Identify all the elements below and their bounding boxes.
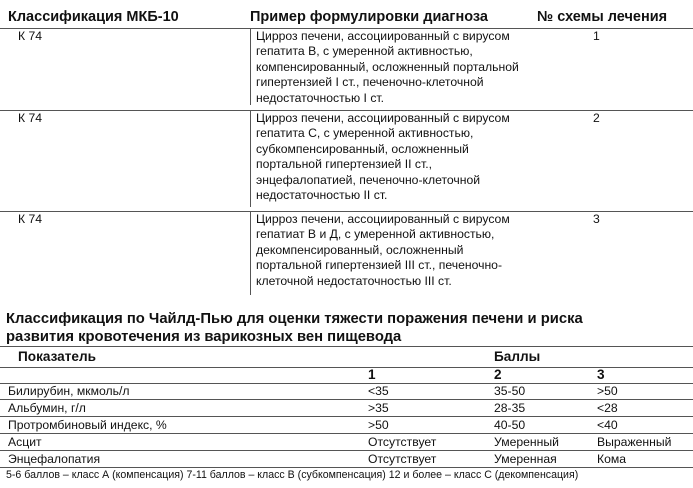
score-value: Умеренный xyxy=(494,435,559,449)
diagnosis-line: портальной гипертензией II ст., xyxy=(256,157,432,172)
score-value: <35 xyxy=(368,384,389,398)
score-value: >50 xyxy=(597,384,618,398)
diagnosis-line: клеточной недостаточностью III ст. xyxy=(256,273,452,288)
diagnosis-line: энцефалопатией, печеночно-клеточной xyxy=(256,172,481,187)
score-value: 40-50 xyxy=(494,418,526,432)
indicator-prothrombin: Протромбиновый индекс, % xyxy=(8,418,167,432)
row-3-diagnosis xyxy=(256,212,510,289)
child-pugh-title xyxy=(6,310,583,346)
header-indicator: Показатель xyxy=(18,349,96,364)
score-value: <40 xyxy=(597,418,618,432)
score-col-2: 2 xyxy=(494,367,502,382)
column-divider xyxy=(250,110,251,207)
footnote: 5-6 баллов – класс А (компенсация) 7-11 баллов – класс В (субкомпенсация) 12 и более – класс С (декомпенсация) xyxy=(6,469,579,481)
row-divider xyxy=(0,450,693,451)
row-2-scheme: 2 xyxy=(593,111,600,125)
score-value: Выраженный xyxy=(597,435,672,449)
score-value: Отсутствует xyxy=(368,435,437,449)
row-divider xyxy=(0,367,693,368)
header-scores: Баллы xyxy=(494,349,541,364)
diagnosis-line: гипертензией I ст., печеночно-клеточной xyxy=(256,75,484,90)
diagnosis-line: недостаточностью I ст. xyxy=(256,90,385,105)
score-value: Отсутствует xyxy=(368,452,437,466)
title-line: Классификация по Чайлд-Пью для оценки тяжести поражения печени и риска xyxy=(6,311,583,327)
column-divider xyxy=(250,211,251,295)
diagnosis-line: недостаточностью II ст. xyxy=(256,188,388,203)
score-col-3: 3 xyxy=(597,367,605,382)
row-1-diagnosis xyxy=(256,29,519,106)
indicator-encephalopathy: Энцефалопатия xyxy=(8,452,101,466)
score-value: >35 xyxy=(368,401,389,415)
header-diagnosis: Пример формулировки диагноза xyxy=(250,9,488,25)
diagnosis-line: Цирроз печени, ассоциированный с вирусом xyxy=(256,29,510,43)
header-icd: Классификация МКБ-10 xyxy=(8,9,179,25)
score-value: >50 xyxy=(368,418,389,432)
diagnosis-line: гепатита С, с умеренной активностью, xyxy=(256,126,474,141)
score-value: Умеренная xyxy=(494,452,557,466)
row-divider xyxy=(0,433,693,434)
row-2-code: К 74 xyxy=(18,111,43,125)
diagnosis-line: Цирроз печени, ассоциированный с вирусом xyxy=(256,212,510,226)
row-3-code: К 74 xyxy=(18,212,43,226)
score-value: <28 xyxy=(597,401,618,415)
diagnosis-line: Цирроз печени, ассоциированный с вирусом xyxy=(256,111,510,125)
diagnosis-line: компенсированный, осложненный портальной xyxy=(256,59,519,74)
indicator-albumin: Альбумин, г/л xyxy=(8,401,86,415)
indicator-bilirubin: Билирубин, мкмоль/л xyxy=(8,384,130,398)
diagnosis-line: гепатиат В и Д, с умеренной активностью, xyxy=(256,227,495,242)
row-2-diagnosis xyxy=(256,111,510,203)
score-value: 35-50 xyxy=(494,384,526,398)
row-3-scheme: 3 xyxy=(593,212,600,226)
indicator-ascites: Асцит xyxy=(8,435,42,449)
row-1-scheme: 1 xyxy=(593,29,600,43)
row-divider xyxy=(0,416,693,417)
table-top-border xyxy=(0,346,693,347)
header-scheme: № схемы лечения xyxy=(537,9,668,25)
score-value: Кома xyxy=(597,452,627,466)
diagnosis-line: портальной гипертензией III ст., печеночно- xyxy=(256,258,503,273)
score-value: 28-35 xyxy=(494,401,526,415)
column-divider xyxy=(250,28,251,105)
diagnosis-line: декомпенсированный, осложненный xyxy=(256,242,464,257)
score-col-1: 1 xyxy=(368,367,376,382)
row-divider xyxy=(0,399,693,400)
title-line: развития кровотечения из варикозных вен пищевода xyxy=(6,329,402,345)
diagnosis-line: гепатита В, с умеренной активностью, xyxy=(256,44,473,59)
row-1-code: К 74 xyxy=(18,29,43,43)
diagnosis-line: субкомпенсированный, осложненный xyxy=(256,141,469,156)
table-bottom-border xyxy=(0,467,693,468)
